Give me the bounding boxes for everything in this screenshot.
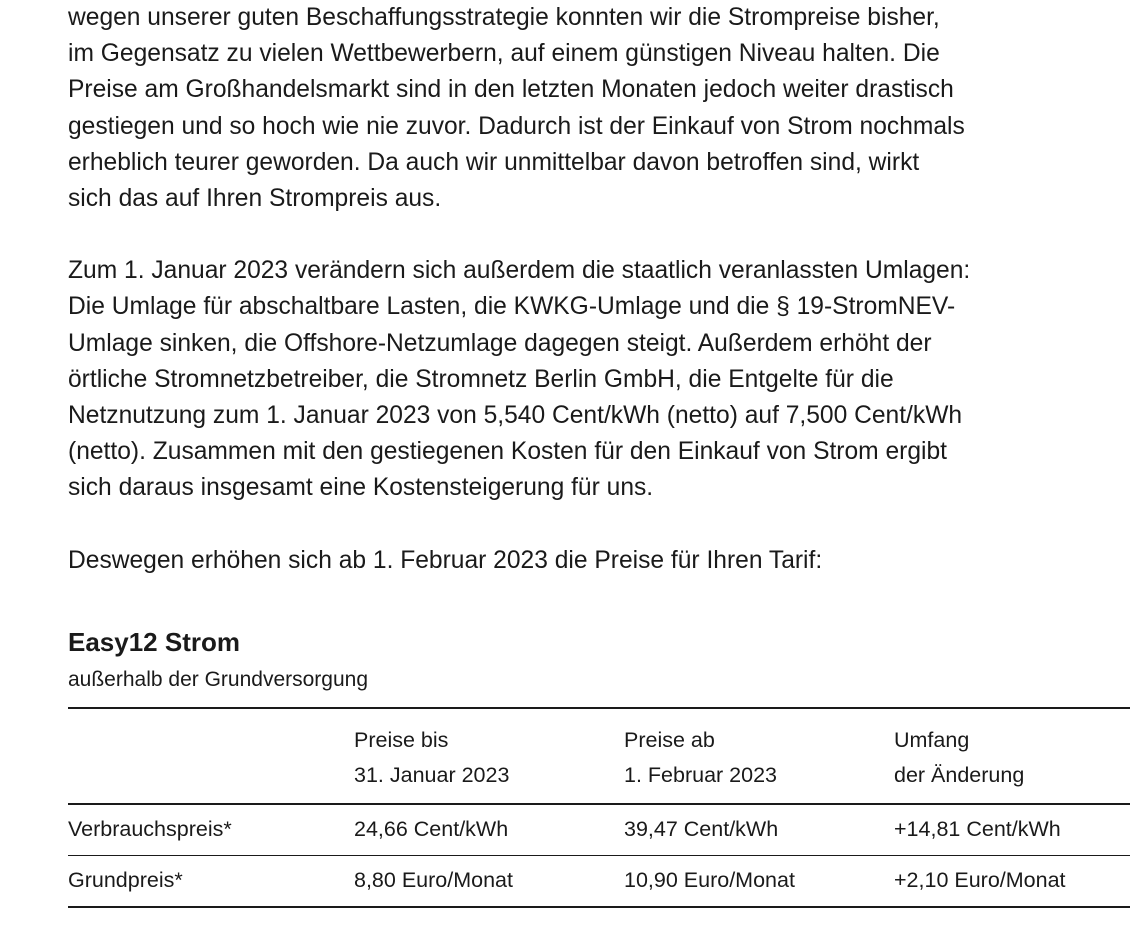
price-old: 8,80 Euro/Monat xyxy=(354,868,513,893)
price-new: 10,90 Euro/Monat xyxy=(624,868,795,893)
header-empty xyxy=(68,708,354,804)
row-label: Grundpreis* xyxy=(68,868,183,893)
price-new: 39,47 Cent/kWh xyxy=(624,817,779,842)
table-row xyxy=(68,855,1130,907)
paragraph-announcement: Deswegen erhöhen sich ab 1. Februar 2023 die Preise für Ihren Tarif: xyxy=(68,546,823,574)
letter-page xyxy=(68,0,1130,908)
price-change: +14,81 Cent/kWh xyxy=(894,817,1061,842)
header-prices-from: Preise ab 1. Februar 2023 xyxy=(624,727,777,787)
table-header-row xyxy=(68,708,1130,804)
price-table xyxy=(68,707,1130,908)
header-prices-until: Preise bis 31. Januar 2023 xyxy=(354,727,510,787)
paragraph-price-reason: wegen unserer guten Beschaffungsstrategie konnten wir die Strompreise bisher, im Gegensatz zu vielen Wettbewerbern, auf einem günstigen Niveau halten. Die Preise am Großhandelsmarkt sind in den letzten Monaten jedoch weiter drastisch gestiegen und so hoch wie nie zuvor. Dadurch ist der Einkauf von Strom nochmals erheblich teurer geworden. Da auch wir unmittelbar davon betroffen sind, wirkt sich das auf Ihren Strompreis aus. xyxy=(68,4,965,213)
paragraph-levies: Zum 1. Januar 2023 verändern sich außerdem die staatlich veranlassten Umlagen: Die Umlage für abschaltbare Lasten, die KWKG-Umlage und die § 19-StromNEV- Umlage sinken, die Offshore-Netzumlage dagegen steigt. Außerdem erhöht der örtliche Stromnetzbetreiber, die Stromnetz Berlin GmbH, die Entgelte für die Netznutzung zum 1. Januar 2023 von 5,540 Cent/kWh (netto) auf 7,500 Cent/kWh (netto). Zusammen mit den gestiegenen Kosten für den Einkauf von Strom ergibt sich daraus insgesamt eine Kostensteigerung für uns. xyxy=(68,257,971,502)
table-row xyxy=(68,804,1130,856)
price-old: 24,66 Cent/kWh xyxy=(354,817,509,842)
tariff-subtitle: außerhalb der Grundversorgung xyxy=(68,667,369,691)
row-label: Verbrauchspreis* xyxy=(68,817,232,842)
price-change: +2,10 Euro/Monat xyxy=(894,868,1066,893)
header-change: Umfang der Änderung xyxy=(894,727,1025,787)
tariff-title: Easy12 Strom xyxy=(68,626,240,657)
